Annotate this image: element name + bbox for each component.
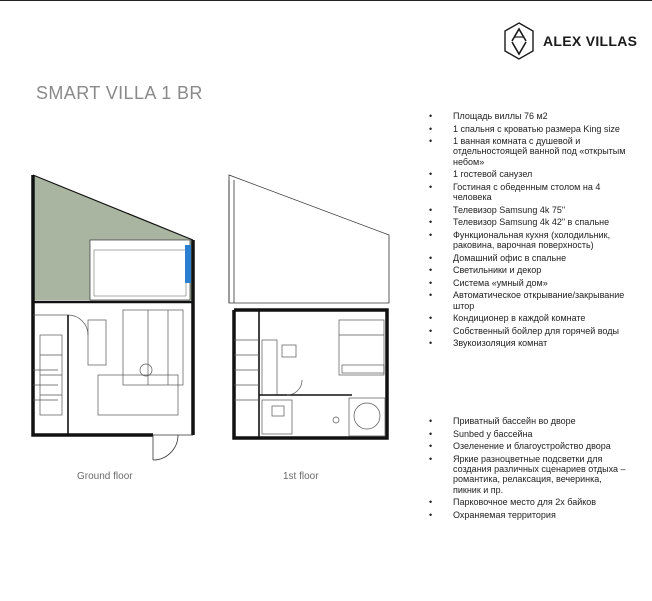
feature-item: • Озеленение и благоустройство двора bbox=[429, 441, 629, 451]
villa-features-list bbox=[429, 111, 629, 351]
ground-interior bbox=[33, 310, 183, 435]
feature-item: • Гостиная с обеденным столом на 4 человека bbox=[429, 182, 629, 203]
feature-item: • Телевизор Samsung 4k 75" bbox=[429, 205, 629, 215]
feature-item: • Приватный бассейн во дворе bbox=[429, 416, 629, 426]
first-floor-plan bbox=[224, 170, 399, 470]
feature-item: • Функциональная кухня (холодильник, раковина, варочная поверхность) bbox=[429, 230, 629, 251]
terrace-outline bbox=[229, 175, 389, 303]
ground-door bbox=[153, 435, 193, 460]
feature-item: • Домашний офис в спальне bbox=[429, 253, 629, 263]
feature-item: • Светильники и декор bbox=[429, 265, 629, 275]
feature-item: • 1 спальня с кроватью размера King size bbox=[429, 124, 629, 134]
feature-item: • Звукоизоляция комнат bbox=[429, 338, 629, 348]
feature-item: • Sunbed у бассейна bbox=[429, 429, 629, 439]
feature-item: • Кондиционер в каждой комнате bbox=[429, 313, 629, 323]
ground-floor-plan bbox=[28, 170, 198, 470]
feature-item: • Автоматическое открывание/закрывание штор bbox=[429, 290, 629, 311]
first-exterior-walls bbox=[234, 310, 387, 438]
feature-item: • 1 ванная комната с душевой и отдельностоящей ванной под «открытым небом» bbox=[429, 136, 629, 167]
brand-logo[interactable] bbox=[503, 22, 637, 60]
feature-item: • Площадь виллы 76 м2 bbox=[429, 111, 629, 121]
feature-item: • 1 гостевой санузел bbox=[429, 169, 629, 179]
territory-features-list bbox=[429, 416, 629, 522]
feature-item: • Собственный бойлер для горячей воды bbox=[429, 326, 629, 336]
pool bbox=[90, 240, 191, 300]
feature-item: • Парковочное место для 2х байков bbox=[429, 497, 629, 507]
feature-item: • Охраняемая территория bbox=[429, 510, 629, 520]
first-interior bbox=[234, 310, 385, 438]
feature-item: • Телевизор Samsung 4k 42" в спальне bbox=[429, 217, 629, 227]
page-title: SMART VILLA 1 BR bbox=[36, 83, 203, 103]
ground-floor-label: Ground floor bbox=[77, 471, 133, 482]
brand-name: ALEX VILLAS bbox=[543, 33, 638, 49]
feature-item: • Яркие разноцветные подсветки для создания различных сценариев отдыха – романтика, релаксация, вечеринка, пикник и пр. bbox=[429, 454, 629, 496]
first-floor-label: 1st floor bbox=[283, 471, 319, 482]
av-logo-icon bbox=[503, 22, 535, 60]
top-border-line bbox=[0, 0, 652, 1]
feature-item: • Система «умный дом» bbox=[429, 278, 629, 288]
